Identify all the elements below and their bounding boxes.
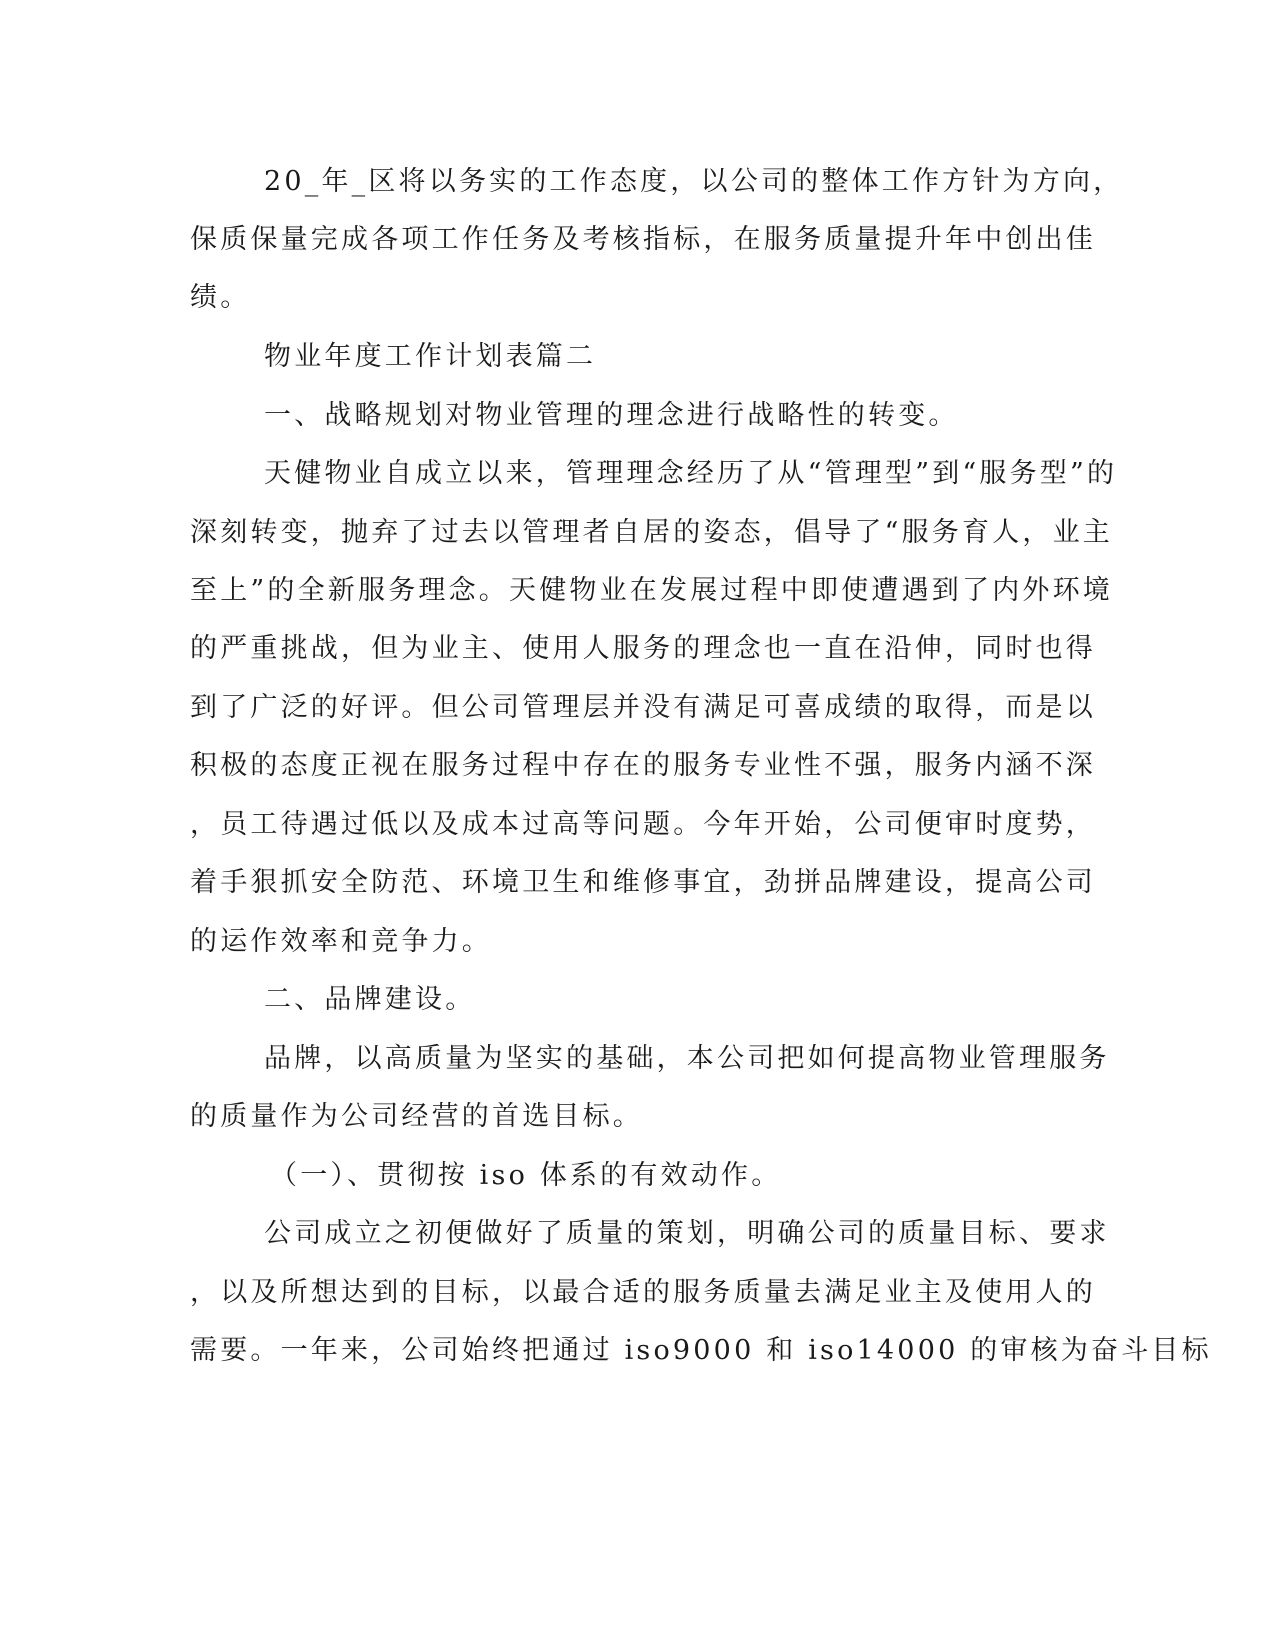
paragraph-line: 深刻转变，抛弃了过去以管理者自居的姿态，倡导了“服务育人，业主 [190,517,1114,548]
paragraph-line: 着手狠抓安全防范、环境卫生和维修事宜，劲拼品牌建设，提高公司 [190,867,1096,898]
paragraph-line: 至上”的全新服务理念。天健物业在发展过程中即使遭遇到了内外环境 [190,575,1114,606]
paragraph-line: 保质保量完成各项工作任务及考核指标，在服务质量提升年中创出佳 [190,224,1096,255]
paragraph-line: 一、战略规划对物业管理的理念进行战略性的转变。 [264,400,959,431]
paragraph-line: 公司成立之初便做好了质量的策划，明确公司的质量目标、要求 [264,1218,1110,1249]
paragraph-line: 绩。 [190,282,251,313]
paragraph-line: 20_年_区将以务实的工作态度，以公司的整体工作方针为方向， [264,166,1124,197]
paragraph-line: 需要。一年来，公司始终把通过 iso9000 和 iso14000 的审核为奋斗目标 [190,1335,1212,1366]
paragraph-line: ，员工待遇过低以及成本过高等问题。今年开始，公司便审时度势， [190,809,1096,840]
paragraph-line: 品牌，以高质量为坚实的基础，本公司把如何提高物业管理服务 [264,1043,1110,1074]
section-heading: 二、品牌建设。 [264,984,476,1015]
paragraph-line: 的严重挑战，但为业主、使用人服务的理念也一直在沿伸，同时也得 [190,633,1096,664]
paragraph-line: ，以及所想达到的目标，以最合适的服务质量去满足业主及使用人的 [190,1277,1096,1308]
paragraph-line: 的质量作为公司经营的首选目标。 [190,1101,643,1132]
paragraph-line: 天健物业自成立以来，管理理念经历了从“管理型”到“服务型”的 [264,458,1118,489]
paragraph-line: 到了广泛的好评。但公司管理层并没有满足可喜成绩的取得，而是以 [190,692,1096,723]
paragraph-line: 积极的态度正视在服务过程中存在的服务专业性不强，服务内涵不深 [190,750,1096,781]
subsection-heading: （一）、贯彻按 iso 体系的有效动作。 [270,1160,782,1191]
paragraph-line: 的运作效率和竞争力。 [190,926,492,957]
section-heading: 物业年度工作计划表篇二 [264,341,597,372]
